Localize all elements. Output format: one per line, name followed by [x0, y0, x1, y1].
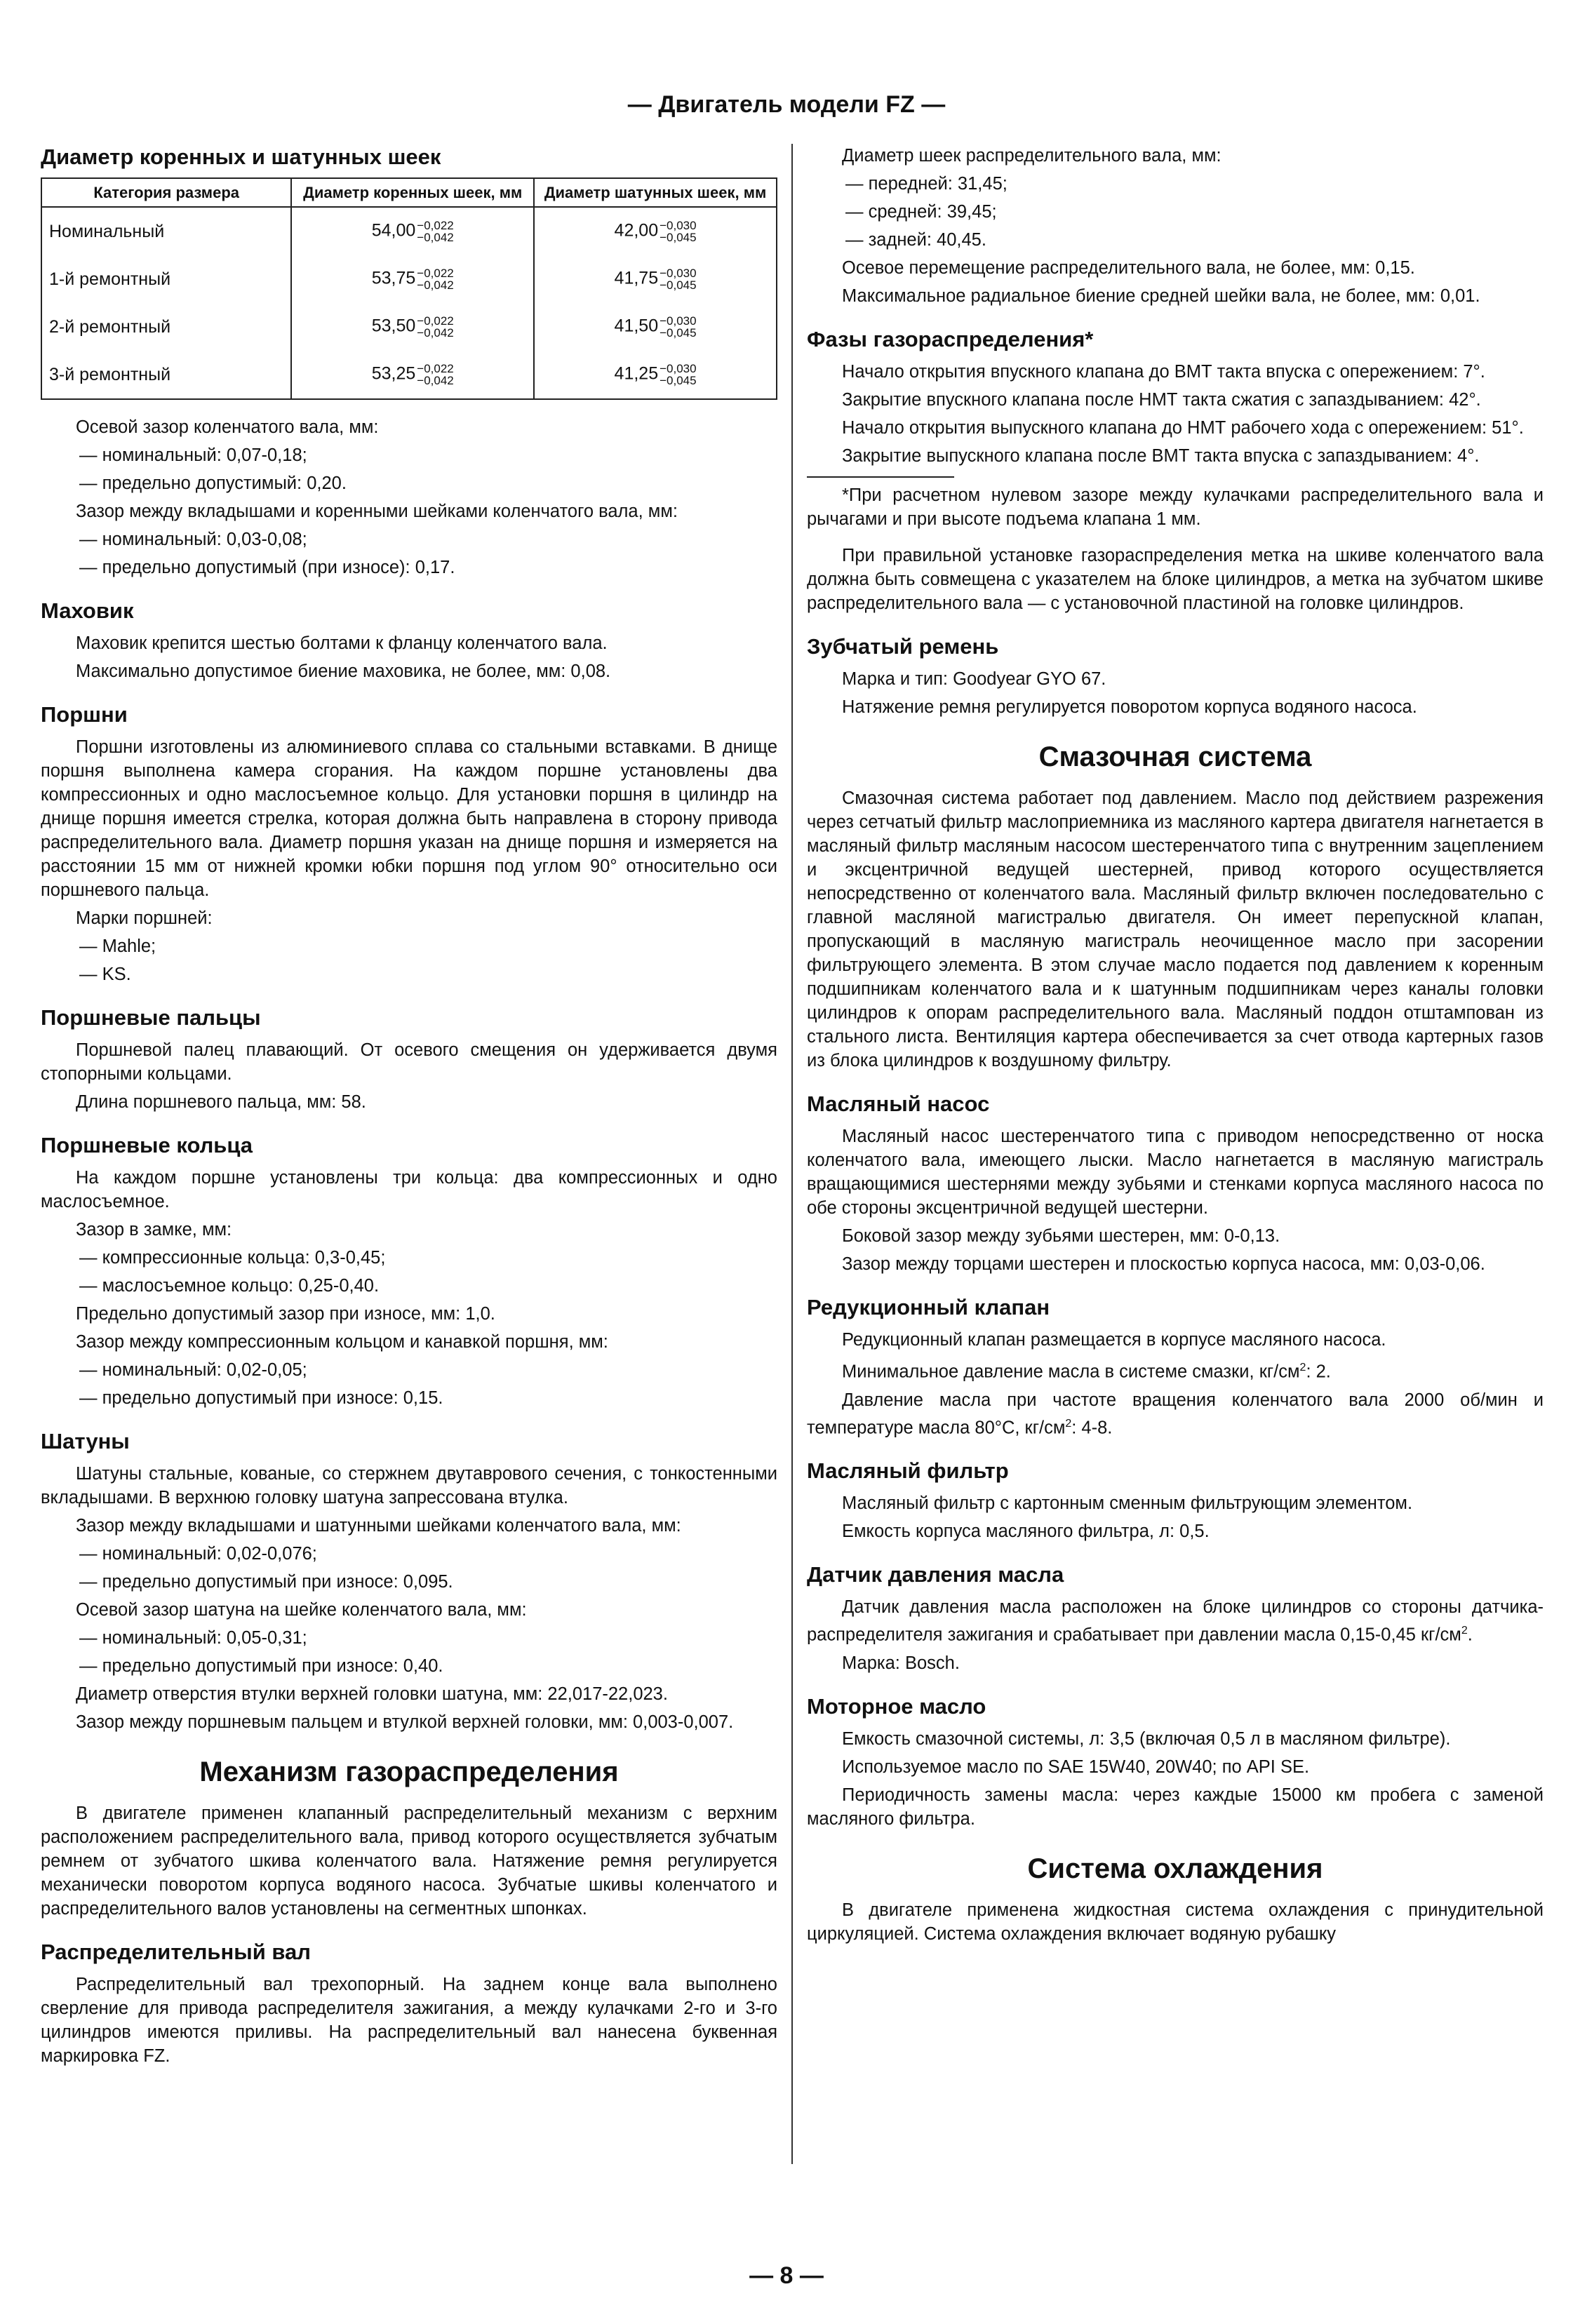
section-title-cooling: Система охлаждения	[1027, 1853, 1323, 1884]
table-cell: 2-й ремонтный	[41, 303, 291, 351]
section-title-relief: Редукционный клапан	[807, 1295, 1050, 1319]
right-column	[807, 144, 1544, 1950]
table-cell: 3-й ремонтный	[41, 351, 291, 399]
list-item: — Mahle;	[79, 936, 156, 956]
table-cell: Номинальный	[41, 207, 291, 255]
paragraph: Поршневой палец плавающий. От осевого смещения он удерживается двумя стопорными кольцами.	[41, 1040, 777, 1084]
section-title-belt: Зубчатый ремень	[807, 634, 999, 659]
paragraph: Начало открытия выпускного клапана до НМТ рабочего хода с опережением: 51°.	[842, 418, 1524, 438]
section-title-flywheel: Маховик	[41, 598, 134, 623]
paragraph: Поршни изготовлены из алюминиевого сплава со стальными вставками. В днище поршня выполнена камера сгорания. На каждом поршне установлены два компрессионных и одно маслосъемное кольцо. Для установки поршня в цилиндр на днище поршня имеется стрелка, которая должна быть направлена в сторону привода распределительного вала. Диаметр поршня указан на днище поршня и измеряется на расстоянии 15 мм от нижней кромки юбки поршня под углом 90° относительно оси поршневого пальца.	[41, 737, 777, 900]
table-cell: 41,75 −0,030 −0,045	[534, 255, 777, 303]
list-item: — предельно допустимый при износе: 0,15.	[79, 1388, 443, 1408]
paragraph: Осевой зазор коленчатого вала, мм:	[76, 417, 379, 437]
section-title-pump: Масляный насос	[807, 1092, 990, 1116]
table-header: Категория размера	[41, 178, 291, 207]
paragraph: Используемое масло по SAE 15W40, 20W40; по API SE.	[842, 1757, 1310, 1777]
list-item: — номинальный: 0,03-0,08;	[79, 530, 307, 549]
paragraph: Максимально допустимое биение маховика, не более, мм: 0,08.	[76, 661, 611, 681]
paragraph: Маховик крепится шестью болтами к фланцу коленчатого вала.	[76, 633, 608, 653]
table-cell: 41,50 −0,030 −0,045	[534, 303, 777, 351]
paragraph: Масляный фильтр с картонным сменным фильтрующим элементом.	[842, 1493, 1413, 1513]
paragraph: Давление масла при частоте вращения коленчатого вала 2000 об/мин и температуре масла 80°С, $кг/см^2$: 4-8.	[807, 1390, 1544, 1437]
list-item: — компрессионные кольца: 0,3-0,45;	[79, 1248, 386, 1268]
paragraph: Длина поршневого пальца, мм: 58.	[76, 1092, 366, 1112]
paragraph: Марки поршней:	[76, 908, 213, 928]
list-item: — предельно допустимый (при износе): 0,17.	[79, 558, 455, 577]
table-cell: 53,25 −0,022 −0,042	[291, 351, 534, 399]
section-title-filter: Масляный фильтр	[807, 1458, 1009, 1483]
list-item: — KS.	[79, 965, 131, 984]
table-cell: 53,50 −0,022 −0,042	[291, 303, 534, 351]
left-column	[41, 144, 777, 2072]
paragraph: Закрытие выпускного клапана после ВМТ такта впуска с запаздыванием: 4°.	[842, 446, 1480, 466]
journal-diameter-table	[41, 177, 777, 400]
table-row	[41, 351, 777, 399]
section-title-oil: Моторное масло	[807, 1693, 986, 1719]
page-number: — 8 —	[749, 2262, 824, 2289]
list-item: — задней: 40,45.	[845, 230, 986, 250]
section-title-lube: Смазочная система	[1038, 741, 1312, 772]
paragraph: В двигателе применен клапанный распределительный механизм с верхним расположением распределительного вала, привод которого осуществляется зубчатым ремнем от зубчатого шкива коленчатого вала. Натяжение ремня регулируется механически поворотом корпуса водяного насоса. Зубчатые шкивы коленчатого и распределительного валов установлены на сегментных шпонках.	[41, 1804, 777, 1919]
footnote: *При расчетном нулевом зазоре между кулачками распределительного вала и рычагами и при высоте подъема клапана 1 мм.	[807, 485, 1544, 529]
paragraph: Редукционный клапан размещается в корпусе масляного насоса.	[842, 1330, 1386, 1350]
column-divider	[791, 144, 793, 2164]
paragraph: Зазор между вкладышами и коренными шейками коленчатого вала, мм:	[76, 502, 678, 521]
paragraph: Осевой зазор шатуна на шейке коленчатого вала, мм:	[76, 1600, 527, 1620]
table-row	[41, 207, 777, 255]
list-item: — средней: 39,45;	[845, 202, 997, 222]
paragraph: Минимальное давление масла в системе смазки, $кг/см^2$: 2.	[842, 1362, 1331, 1382]
paragraph: Зазор между вкладышами и шатунными шейками коленчатого вала, мм:	[76, 1516, 681, 1536]
section-title-pistons: Поршни	[41, 702, 128, 727]
table-cell: 54,00 −0,022 −0,042	[291, 207, 534, 255]
list-item: — предельно допустимый: 0,20.	[79, 473, 347, 493]
paragraph: На каждом поршне установлены три кольца: два компрессионных и одно маслосъемное.	[41, 1168, 777, 1211]
list-item: — передней: 31,45;	[845, 174, 1008, 194]
paragraph: Зазор между поршневым пальцем и втулкой верхней головки, мм: 0,003-0,007.	[76, 1712, 734, 1732]
page-header: — Двигатель модели FZ —	[627, 91, 946, 118]
paragraph: Осевое перемещение распределительного вала, не более, мм: 0,15.	[842, 258, 1415, 278]
paragraph: Начало открытия впускного клапана до ВМТ такта впуска с опережением: 7°.	[842, 362, 1485, 382]
section-title-pins: Поршневые пальцы	[41, 1005, 261, 1030]
paragraph: Максимальное радиальное биение средней шейки вала, не более, мм: 0,01.	[842, 286, 1480, 306]
paragraph: Распределительный вал трехопорный. На заднем конце вала выполнено сверление для привода распределителя зажигания, а между кулачками 2-го и 3-го цилиндров имеются приливы. На распределительный вал нанесена буквенная маркировка FZ.	[41, 1975, 777, 2066]
paragraph: Датчик давления масла расположен на блоке цилиндров со стороны датчика-распределителя зажигания и срабатывает при давлении масла 0,15-0,45 $кг/см^2$.	[807, 1597, 1544, 1645]
paragraph: В двигателе применена жидкостная система охлаждения с принудительной циркуляцией. Система охлаждения включает водяную рубашку	[807, 1900, 1544, 1944]
list-item: — номинальный: 0,05-0,31;	[79, 1628, 307, 1648]
list-item: — предельно допустимый при износе: 0,095.	[79, 1572, 453, 1592]
paragraph: Закрытие впускного клапана после НМТ такта сжатия с запаздыванием: 42°.	[842, 390, 1481, 410]
paragraph: Периодичность замены масла: через каждые 15000 км пробега с заменой масляного фильтра.	[807, 1785, 1544, 1829]
section-title-timing: Фазы газораспределения*	[807, 327, 1094, 351]
paragraph: Шатуны стальные, кованые, со стержнем двутаврового сечения, с тонкостенными вкладышами. В верхнюю головку шатуна запрессована втулка.	[41, 1464, 777, 1507]
table-cell: 42,00 −0,030 −0,045	[534, 207, 777, 255]
paragraph: Марка и тип: Goodyear GYO 67.	[842, 669, 1106, 689]
paragraph: Смазочная система работает под давлением. Масло под действием разрежения через сетчатый фильтр маслоприемника из масляного картера двигателя нагнетается в масляный фильтр масляным насосом шестеренчатого типа с внутренним зацеплением и эксцентричной ведущей шестерней, привод которого осуществляется непосредственно от коленчатого вала. Масляный фильтр включен последовательно с главной масляной магистралью двигателя. Он имеет перепускной клапан, пропускающий в масляную магистраль неочищенное масло при засорении фильтрующего элемента. В этом случае масло подается под давлением к коренным подшипникам коленчатого вала и к шатунным подшипникам через каналы головки цилиндров к опорам распределительного вала. Масляный поддон отштампован из стального листа. Вентиляция картера обеспечивается за счет отвода картерных газов из блока цилиндров к воздушному фильтру.	[807, 788, 1544, 1070]
paragraph: Емкость корпуса масляного фильтра, л: 0,5.	[842, 1522, 1210, 1541]
table-row	[41, 255, 777, 303]
section-title-sensor: Датчик давления масла	[807, 1562, 1064, 1587]
paragraph: Натяжение ремня регулируется поворотом корпуса водяного насоса.	[842, 697, 1417, 717]
paragraph: Емкость смазочной системы, л: 3,5 (включая 0,5 л в масляном фильтре).	[842, 1728, 1451, 1749]
list-item: — маслосъемное кольцо: 0,25-0,40.	[79, 1276, 380, 1296]
paragraph: Зазор между компрессионным кольцом и канавкой поршня, мм:	[76, 1332, 608, 1352]
list-item: — номинальный: 0,02-0,05;	[79, 1360, 307, 1380]
paragraph: Боковой зазор между зубьями шестерен, мм: 0-0,13.	[842, 1226, 1280, 1246]
table-cell: 1-й ремонтный	[41, 255, 291, 303]
section-title-rods: Шатуны	[41, 1429, 130, 1453]
section-title-rings: Поршневые кольца	[41, 1133, 253, 1157]
paragraph: Масляный насос шестеренчатого типа с приводом непосредственно от носка коленчатого вала, имеющего лыски. Масло нагнетается в масляную магистраль вращающимися шестернями между зубьями и стенками корпуса масляного насоса по обе стороны эксцентричной ведущей шестерни.	[807, 1127, 1544, 1218]
section-title-camshaft: Распределительный вал	[41, 1940, 311, 1964]
table-cell: 53,75 −0,022 −0,042	[291, 255, 534, 303]
list-item: — номинальный: 0,02-0,076;	[79, 1544, 317, 1564]
paragraph: Зазор между торцами шестерен и плоскостью корпуса насоса, мм: 0,03-0,06.	[842, 1254, 1485, 1274]
footnote-divider	[807, 476, 954, 478]
table-cell: 41,25 −0,030 −0,045	[534, 351, 777, 399]
table-header: Диаметр шатунных шеек, мм	[534, 178, 777, 207]
list-item: — номинальный: 0,07-0,18;	[79, 445, 307, 465]
paragraph: Диаметр отверстия втулки верхней головки шатуна, мм: 22,017-22,023.	[76, 1684, 668, 1704]
paragraph: Диаметр шеек распределительного вала, мм:	[842, 146, 1221, 166]
table-row	[41, 303, 777, 351]
section-title-valvetrain: Механизм газораспределения	[199, 1757, 619, 1787]
paragraph: Марка: Bosch.	[842, 1653, 960, 1673]
table-header: Диаметр коренных шеек, мм	[291, 178, 534, 207]
paragraph: Предельно допустимый зазор при износе, мм: 1,0.	[76, 1304, 495, 1324]
list-item: — предельно допустимый при износе: 0,40.	[79, 1656, 443, 1676]
paragraph: При правильной установке газораспределения метка на шкиве коленчатого вала должна быть совмещена с указателем на блоке цилиндров, а метка на зубчатом шкиве распределительного вала — с установочной пластиной на головке цилиндров.	[807, 546, 1544, 613]
section-title-journals: Диаметр коренных и шатунных шеек	[41, 145, 441, 169]
paragraph: Зазор в замке, мм:	[76, 1220, 232, 1240]
